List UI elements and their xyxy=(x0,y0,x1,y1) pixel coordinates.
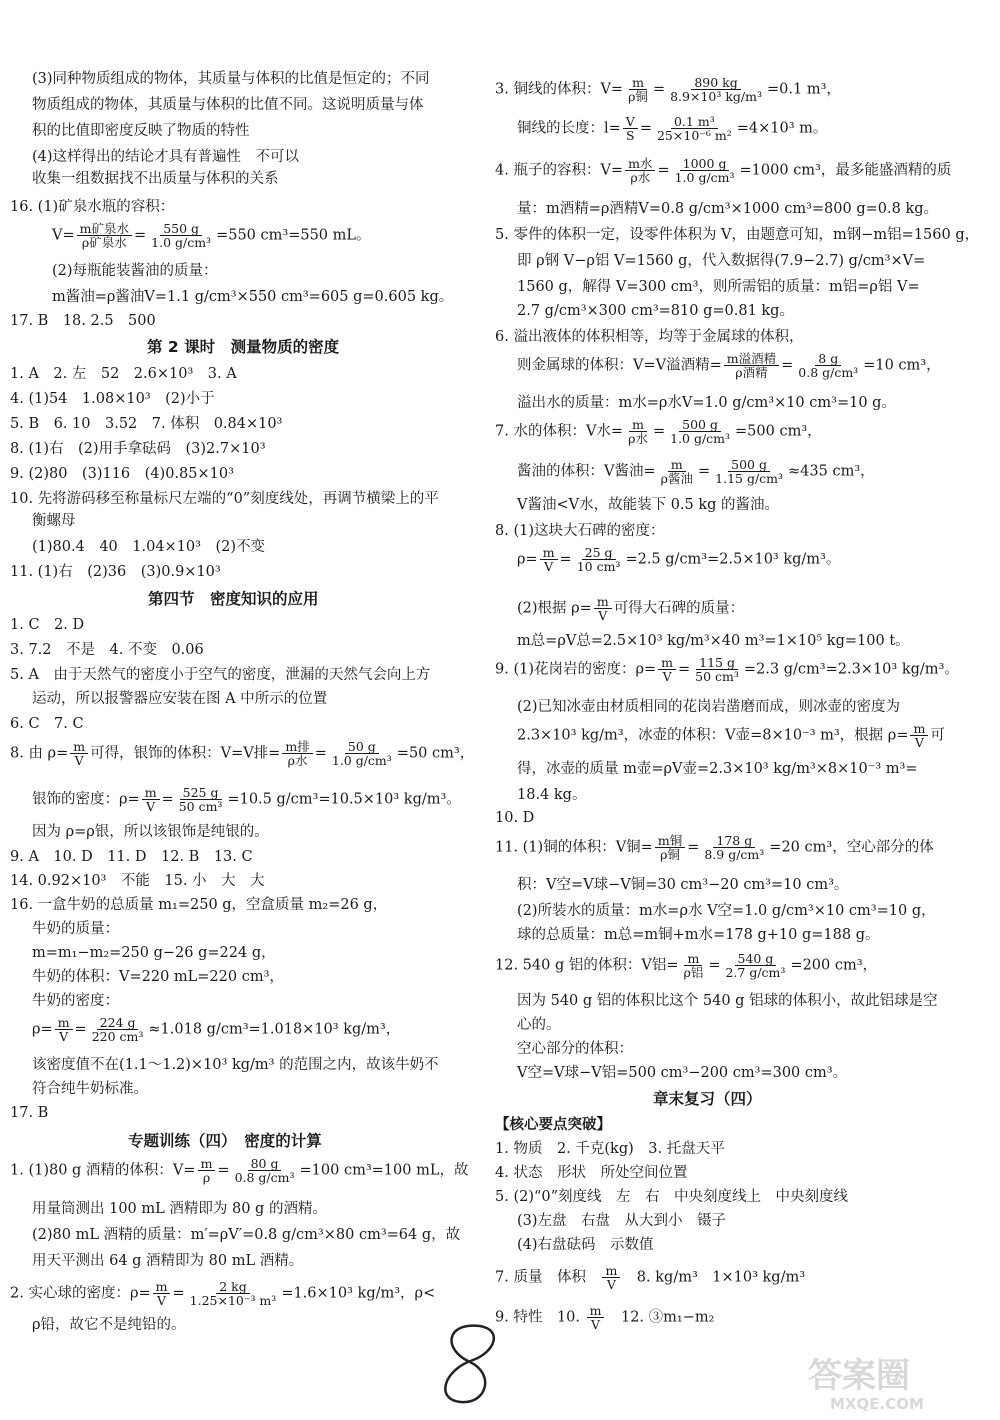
answer-line: 因为 ρ=ρ银，所以该银饰是纯银的。 xyxy=(32,824,269,840)
answer-line: 心的。 xyxy=(517,1017,561,1033)
formula-line: 8. 由 ρ= $\frac{m}{V}$ 可得，银饰的体积：V=V排= m排 ρ水 = $\frac{50 g}{\text{1.0 g/cm³}}$ =50 cm³， xyxy=(10,739,475,769)
fraction: $\frac{m}{V}$ xyxy=(587,1304,605,1331)
subsection-heading: 【核心要点突破】 xyxy=(495,1116,611,1133)
answer-line: 牛奶的质量： xyxy=(32,921,119,937)
answer-line: 运动，所以报警器应安装在图 A 中所示的位置 xyxy=(32,691,328,707)
formula-line: 4. 瓶子的容积：V= m水 ρ水 = $\frac{1000 g}{\text{1.0 g/cm³}}$ =1000 cm³，最多能盛酒精的质 xyxy=(495,156,952,186)
answer-line: m=m₁−m₂=250 g−26 g=224 g， xyxy=(32,945,276,961)
fraction: $\frac{m}{V}$ xyxy=(153,1280,171,1307)
answer-line: 10. D xyxy=(495,810,535,826)
answer-line: 用量筒测出 100 mL 酒精即为 80 g 的酒精。 xyxy=(32,1201,327,1217)
formula-line: ρ= $\frac{m}{V}$ = $\frac{25 g}{\text{10 cm³}}$ =2.5 g/cm³=2.5×10³ kg/m³。 xyxy=(517,545,841,575)
fraction: $\frac{890 kg}{\text{8.9×10³ kg/m³}}$ xyxy=(670,75,762,105)
formula-line: ρ= $\frac{m}{V}$ = $\frac{224 g}{\text{220 cm³}}$ ≈1.018 g/cm³=1.018×10³ kg/m³， xyxy=(32,1015,401,1045)
fraction: m ρ酱油 xyxy=(660,457,693,487)
answer-line: 4. (1)54 1.08×10³ (2)小于 xyxy=(10,391,215,407)
fraction: $\frac{540 g}{\text{2.7 g/cm³}}$ xyxy=(725,951,786,981)
answer-line: 3. 7.2 不是 4. 不变 0.06 xyxy=(10,642,204,658)
fraction: m ρ铜 xyxy=(628,75,648,105)
formula-line: 酱油的体积：V酱油= m ρ酱油 = $\frac{500 g}{\text{1.15 g/cm³}}$ ≈435 cm³， xyxy=(517,457,875,487)
fraction: m铜 ρ铜 xyxy=(655,834,685,861)
fraction: $\frac{550 g}{\text{1.0 g/cm³}}$ xyxy=(151,221,212,251)
answer-line: (4)右盘砝码 示数值 xyxy=(517,1237,654,1253)
fraction: $\frac{m}{V}$ xyxy=(602,1264,620,1291)
answer-line: 量：m酒精=ρ酒精V=0.8 g/cm³×1000 cm³=800 g=0.8 kg。 xyxy=(517,201,939,217)
answer-line: (1)80.4 40 1.04×10³ (2)不变 xyxy=(32,539,266,555)
fraction: $\frac{m}{V}$ xyxy=(142,786,160,813)
formula-line: (2)根据 ρ= $\frac{m}{V}$ 可得大石碑的质量： xyxy=(517,594,745,624)
fraction: $\frac{m}{\rho}$ xyxy=(198,1157,216,1184)
fraction: $\frac{V}{S}$ xyxy=(623,115,638,142)
fraction: $\frac{2 kg}{\text{1.25×10⁻³ m³}}$ xyxy=(189,1279,277,1309)
answer-line: 物质组成的物体，其质量与体积的比值不同。这说明质量与体 xyxy=(32,97,424,113)
answer-line: (4)这样得出的结论才具有普遍性 不可以 xyxy=(32,149,300,165)
formula-line: 12. 540 g 铝的体积：V铝= m ρ铝 = $\frac{540 g}{\text{2.7 g/cm³}}$ =200 cm³， xyxy=(495,951,878,981)
fraction: m ρ水 xyxy=(628,417,648,447)
answer-line: 8. (1)这块大石碑的密度： xyxy=(495,523,665,539)
fraction: $\frac{m}{V}$ xyxy=(70,740,88,767)
answer-line: (2)所装水的质量：m水=ρ水 V空=1.0 g/cm³×10 cm³=10 g， xyxy=(517,903,936,919)
formula-line: 9. (1)花岗岩的密度：ρ= $\frac{m}{V}$ = $\frac{115 g}{\text{50 cm³}}$ =2.3 g/cm³=2.3×10³ kg/m³。 xyxy=(495,655,959,685)
fraction: $\frac{m}{V}$ xyxy=(594,595,612,622)
answer-line: 牛奶的密度： xyxy=(32,993,119,1009)
svg-text:MXQE.COM: MXQE.COM xyxy=(830,1395,924,1413)
fraction: $\frac{500 g}{\text{1.15 g/cm³}}$ xyxy=(715,457,784,487)
answer-line: V酱油<V水，故能装下 0.5 kg 的酱油。 xyxy=(517,497,780,513)
section-heading: 第 2 课时 测量物质的密度 xyxy=(147,338,340,356)
fraction: $\frac{50 g}{\text{1.0 g/cm³}}$ xyxy=(331,739,392,769)
answer-line: 积的比值即密度反映了物质的特性 xyxy=(32,123,250,139)
fraction: $\frac{115 g}{\text{50 cm³}}$ xyxy=(695,655,739,685)
answer-line: 2.7 g/cm³×300 cm³=810 g=0.81 kg。 xyxy=(517,303,794,319)
fraction: $\frac{178 g}{\text{8.9 g/cm³}}$ xyxy=(704,833,765,863)
formula-line: 2.3×10³ kg/m³，冰壶的体积：V壶=8×10⁻³ m³，根据 ρ= $\frac{m}{V}$ 可 xyxy=(517,721,945,751)
answer-line: (2)80 mL 酒精的质量：m′=ρV′=0.8 g/cm³×80 cm³=64 g，故 xyxy=(32,1227,461,1243)
answer-line: 球的总质量：m总=m铜+m水=178 g+10 g=188 g。 xyxy=(517,927,880,943)
handwritten-page-number xyxy=(425,1320,515,1410)
answer-line: 5. 零件的体积一定，设零件体积为 V，由题意可知，m钢−m铝=1560 g， xyxy=(495,227,980,243)
answer-line: 17. B xyxy=(10,1105,49,1121)
fraction: $\frac{m}{V}$ xyxy=(540,546,558,573)
answer-line: 17. B 18. 2.5 500 xyxy=(10,313,156,329)
formula-line: 7. 水的体积：V水= m ρ水 = $\frac{500 g}{\text{1.0 g/cm³}}$ =500 cm³， xyxy=(495,417,822,447)
formula-line: 3. 铜线的体积：V= m ρ铜 = $\frac{890 kg}{\text{8.9×10³ kg/m³}}$ =0.1 m³， xyxy=(495,75,841,105)
fraction: $\frac{224 g}{\text{220 cm³}}$ xyxy=(91,1015,144,1045)
answer-line: m酱油=ρ酱油V=1.1 g/cm³×550 cm³=605 g=0.605 kg。 xyxy=(52,289,454,305)
fraction: $\frac{500 g}{\text{1.0 g/cm³}}$ xyxy=(670,417,731,447)
answer-line: (3)左盘 右盘 从大到小 镊子 xyxy=(517,1213,727,1229)
fraction: $\frac{1000 g}{\text{1.0 g/cm³}}$ xyxy=(674,156,735,186)
answer-line: 即 ρ钢 V−ρ铝 V=1560 g，代入数据得(7.9−2.7) g/cm³×V= xyxy=(517,253,926,269)
fraction: $\frac{m}{V}$ xyxy=(910,722,928,749)
fraction: m水 ρ水 xyxy=(625,157,655,184)
answer-line: 得，冰壶的质量 m壶=ρV壶=2.3×10³ kg/m³×8×10⁻³ m³= xyxy=(517,761,918,777)
answer-line: V空=V球−V铝=500 cm³−200 cm³=300 cm³。 xyxy=(517,1065,848,1081)
answer-line: 积：V空=V球−V铜=30 cm³−20 cm³=10 cm³。 xyxy=(517,877,849,893)
answer-line: 收集一组数据找不出质量与体积的关系 xyxy=(32,171,279,187)
watermark-logo xyxy=(800,1345,990,1415)
fraction: m溢酒精 ρ酒精 xyxy=(724,352,779,379)
answer-line: 18.4 kg。 xyxy=(517,787,587,803)
formula-line: 则金属球的体积：V=V溢酒精= m溢酒精 ρ酒精 = $\frac{8 g}{\text{0.8 g/cm³}}$ =10 cm³， xyxy=(517,351,941,381)
formula-line: 银饰的密度：ρ= $\frac{m}{V}$ = $\frac{525 g}{\text{50 cm³}}$ =10.5 g/cm³=10.5×10³ kg/m³。 xyxy=(32,785,461,815)
answer-line: 1. 物质 2. 千克(kg) 3. 托盘天平 xyxy=(495,1141,725,1157)
formula-line: 11. (1)铜的体积：V铜= m铜 ρ铜 = $\frac{178 g}{\text{8.9 g/cm³}}$ =20 cm³，空心部分的体 xyxy=(495,833,934,863)
answer-line: 16. 一盒牛奶的总质量 m₁=250 g，空盒质量 m₂=26 g， xyxy=(10,897,388,913)
answer-line: 9. (2)80 (3)116 (4)0.85×10³ xyxy=(10,466,234,482)
answer-line: 4. 状态 形状 所处空间位置 xyxy=(495,1165,688,1181)
section-heading: 章末复习（四） xyxy=(653,1090,762,1108)
fraction: m ρ铝 xyxy=(683,951,704,981)
answer-line: 用天平测出 64 g 酒精即为 80 mL 酒精。 xyxy=(32,1253,304,1269)
answer-line: 6. 溢出液体的体积相等，均等于金属球的体积， xyxy=(495,329,804,345)
section-heading: 专题训练（四） 密度的计算 xyxy=(128,1132,322,1150)
answer-line: 1. A 2. 左 52 2.6×10³ 3. A xyxy=(10,366,237,382)
answer-line: 9. A 10. D 11. D 12. B 13. C xyxy=(10,849,253,865)
section-heading: 第四节 密度知识的应用 xyxy=(148,590,319,608)
answer-line: 6. C 7. C xyxy=(10,716,84,732)
answer-line: m总=ρV总=2.5×10³ kg/m³×40 m³=1×10⁵ kg=100 t。 xyxy=(517,633,910,649)
answer-line: 5. (2)“0”刻度线 左 右 中央刻度线上 中央刻度线 xyxy=(495,1189,849,1205)
answer-line: 牛奶的体积：V=220 mL=220 cm³， xyxy=(32,969,284,985)
formula-line: V= m矿泉水 ρ矿泉水 = $\frac{550 g}{\text{1.0 g/cm³}}$ =550 cm³=550 mL。 xyxy=(52,221,371,251)
answer-line: 1560 g，解得 V=300 cm³，则所需铝的质量：m铝=ρ铝 V= xyxy=(517,279,920,295)
answer-line: 溢出水的质量：m水=ρ水V=1.0 g/cm³×10 cm³=10 g。 xyxy=(517,395,896,411)
answer-line: (2)已知冰壶由材质相同的花岗岩凿磨而成，则冰壶的密度为 xyxy=(517,699,901,715)
answer-line: (2)每瓶能装酱油的质量： xyxy=(52,263,218,279)
formula-line: 9. 特性 10. $\frac{m}{V}$ 12. ③m₁−m₂ xyxy=(495,1303,715,1333)
svg-text:答案圈: 答案圈 xyxy=(808,1356,910,1396)
answer-line: 16. (1)矿泉水瓶的容积： xyxy=(10,199,175,215)
answer-line: 空心部分的体积： xyxy=(517,1041,633,1057)
answer-line: ρ铅，故它不是纯铅的。 xyxy=(32,1317,186,1333)
answer-line: 该密度值不在(1.1～1.2)×10³ kg/m³ 的范围之内，故该牛奶不 xyxy=(32,1057,439,1073)
formula-line: 1. (1)80 g 酒精的体积：V= $\frac{m}{\rho}$ = $\frac{80 g}{\text{0.8 g/cm³}}$ =100 cm³=100 mL，故 xyxy=(10,1156,469,1186)
answer-line: 5. B 6. 10 3.52 7. 体积 0.84×10³ xyxy=(10,416,283,432)
fraction: m矿泉水 ρ矿泉水 xyxy=(77,222,132,249)
answer-line: 11. (1)右 (2)36 (3)0.9×10³ xyxy=(10,564,221,580)
formula-line: 铜线的长度：l= $\frac{V}{S}$ = $\frac{\text{0.1 m³}}{\text{25×10⁻⁶ m²}}$ =4×10³ m。 xyxy=(517,114,828,144)
formula-line: 7. 质量 体积 $\frac{m}{V}$ 8. kg/m³ 1×10³ kg/m³ xyxy=(495,1263,806,1293)
fraction: $\frac{m}{V}$ xyxy=(55,1016,73,1043)
fraction: $\frac{25 g}{\text{10 cm³}}$ xyxy=(576,545,621,575)
answer-line: 衡螺母 xyxy=(32,513,76,529)
fraction: $\frac{525 g}{\text{50 cm³}}$ xyxy=(178,785,223,815)
fraction: $\frac{m}{V}$ xyxy=(658,656,676,683)
fraction: $\frac{8 g}{\text{0.8 g/cm³}}$ xyxy=(798,351,859,381)
answer-line: 5. A 由于天然气的密度小于空气的密度，泄漏的天然气会向上方 xyxy=(10,667,431,683)
formula-line: 2. 实心球的密度：ρ= $\frac{m}{V}$ = $\frac{2 kg}{\text{1.25×10⁻³ m³}}$ =1.6×10³ kg/m³，ρ< xyxy=(10,1279,436,1309)
fraction: $\frac{\text{0.1 m³}}{\text{25×10⁻⁶ m²}}$ xyxy=(656,114,732,144)
fraction: m排 ρ水 xyxy=(282,740,312,767)
answer-line: 符合纯牛奶标准。 xyxy=(32,1081,148,1097)
fraction: $\frac{80 g}{\text{0.8 g/cm³}}$ xyxy=(234,1156,295,1186)
answer-line: 8. (1)右 (2)用手拿砝码 (3)2.7×10³ xyxy=(10,441,266,457)
answer-line: (3)同种物质组成的物体，其质量与体积的比值是恒定的；不同 xyxy=(32,71,430,87)
answer-line: 10. 先将游码移至称量标尺左端的“0”刻度线处，再调节横梁上的平 xyxy=(10,491,439,507)
answer-line: 14. 0.92×10³ 不能 15. 小 大 大 xyxy=(10,873,265,889)
answer-line: 1. C 2. D xyxy=(10,617,85,633)
answer-line: 因为 540 g 铝的体积比这个 540 g 铝球的体积小，故此铝球是空 xyxy=(517,993,938,1009)
